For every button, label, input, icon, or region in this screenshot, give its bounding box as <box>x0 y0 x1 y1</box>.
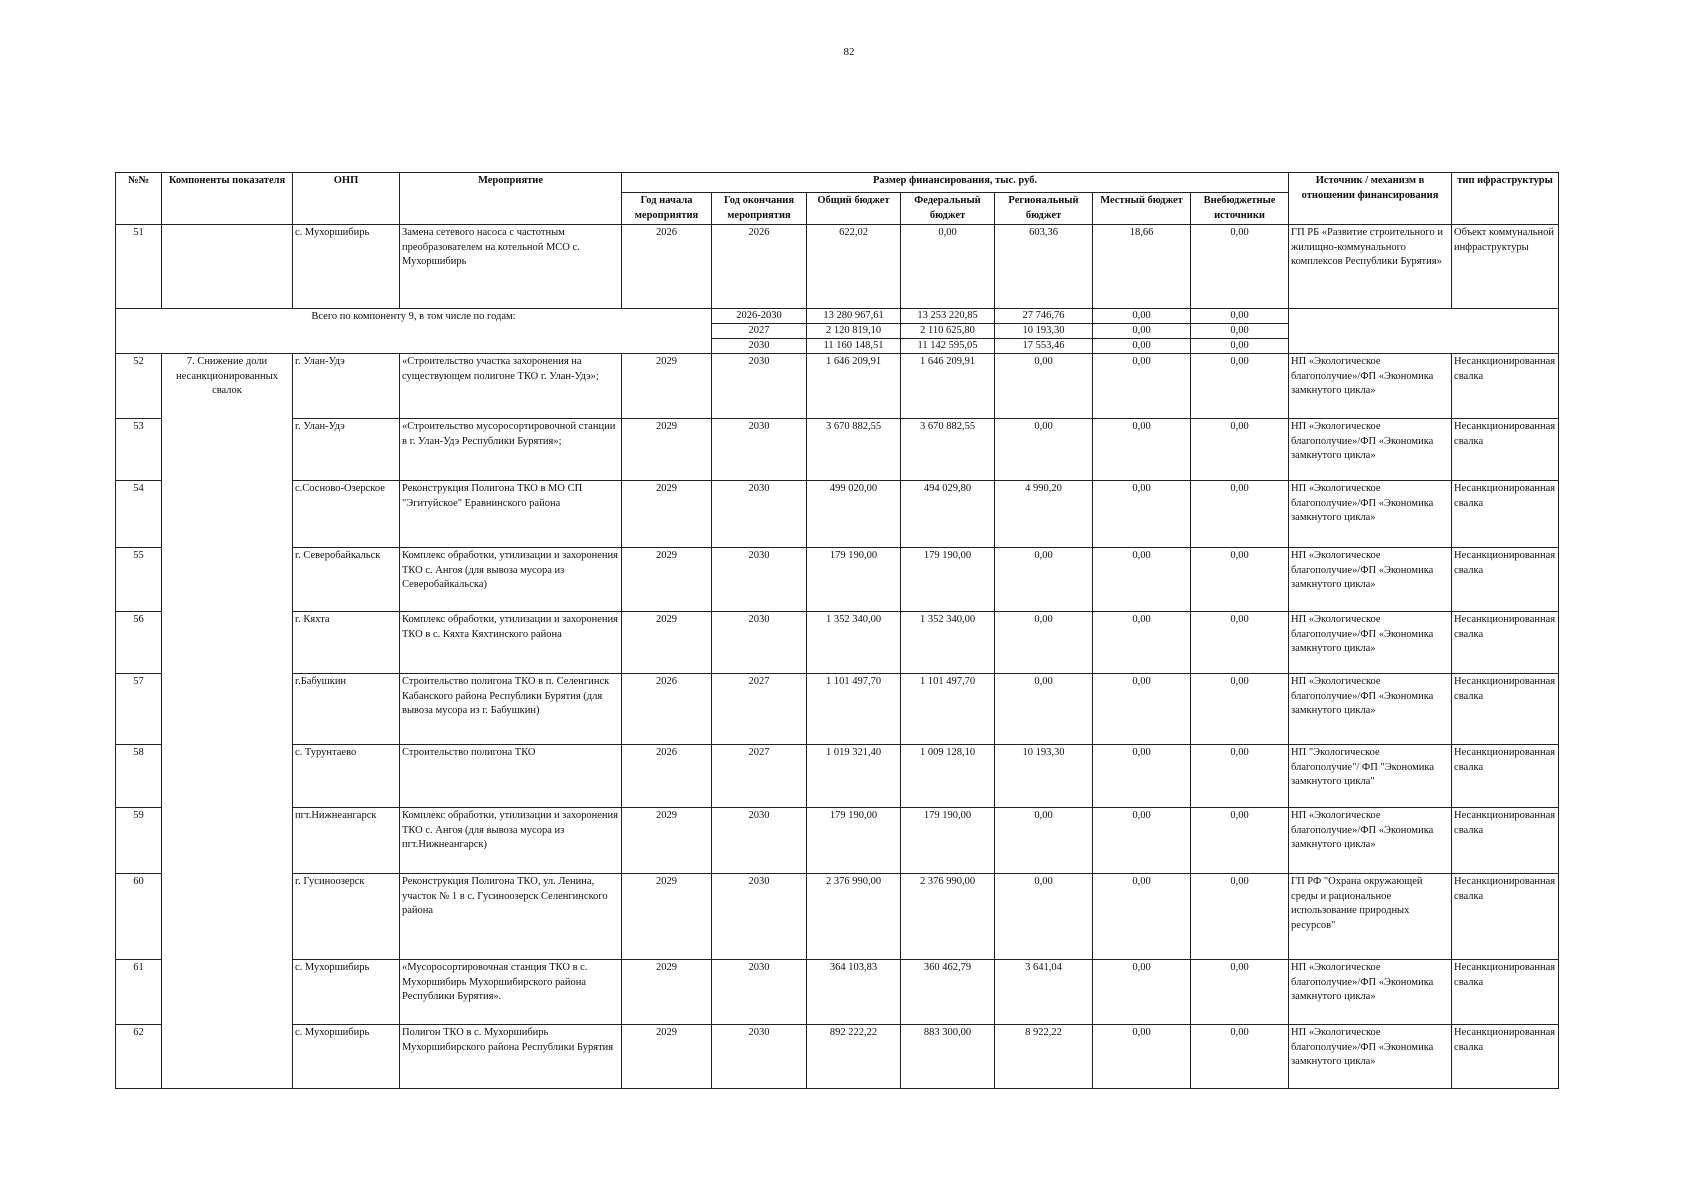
cell-infra: Несанкционированная свалка <box>1452 874 1559 960</box>
cell-local: 0,00 <box>1093 612 1191 674</box>
cell-regional: 10 193,30 <box>995 745 1093 808</box>
cell-local: 0,00 <box>1093 548 1191 612</box>
cell-regional: 3 641,04 <box>995 960 1093 1025</box>
cell-year-start: 2029 <box>622 1025 712 1089</box>
cell-source: НП «Экологическое благополучие»/ФП «Экономика замкнутого цикла» <box>1289 808 1452 874</box>
cell-regional: 0,00 <box>995 354 1093 419</box>
cell-num: 59 <box>116 808 162 874</box>
cell-source: НП «Экологическое благополучие»/ФП «Экономика замкнутого цикла» <box>1289 354 1452 419</box>
cell-num: 62 <box>116 1025 162 1089</box>
cell-extra: 0,00 <box>1191 419 1289 481</box>
summary-local: 0,00 <box>1093 339 1191 354</box>
summary-blank <box>1289 309 1559 354</box>
cell-total: 1 101 497,70 <box>807 674 901 745</box>
cell-total: 1 646 209,91 <box>807 354 901 419</box>
cell-onp: г.Бабушкин <box>293 674 400 745</box>
header-extra: Внебюджетные источники <box>1191 193 1289 225</box>
cell-year-start: 2029 <box>622 419 712 481</box>
cell-local: 0,00 <box>1093 1025 1191 1089</box>
header-federal: Федеральный бюджет <box>901 193 995 225</box>
cell-year-end: 2027 <box>712 745 807 808</box>
cell-federal: 0,00 <box>901 225 995 309</box>
cell-year-start: 2029 <box>622 481 712 548</box>
cell-onp: с. Турунтаево <box>293 745 400 808</box>
cell-source: НП «Экологическое благополучие»/ФП «Экономика замкнутого цикла» <box>1289 612 1452 674</box>
cell-event: Полигон ТКО в с. Мухоршибирь Мухоршибирского района Республики Бурятия <box>400 1025 622 1089</box>
cell-total: 2 376 990,00 <box>807 874 901 960</box>
cell-event: «Строительство участка захоронения на существующем полигоне ТКО г. Улан-Удэ»; <box>400 354 622 419</box>
cell-event: Строительство полигона ТКО <box>400 745 622 808</box>
cell-year-end: 2030 <box>712 419 807 481</box>
cell-local: 18,66 <box>1093 225 1191 309</box>
cell-extra: 0,00 <box>1191 612 1289 674</box>
table-row <box>116 419 1559 481</box>
cell-event: Реконструкция Полигона ТКО в МО СП "Эгитуйское" Еравнинского района <box>400 481 622 548</box>
header-num: №№ <box>116 173 162 225</box>
header-year-start: Год начала мероприятия <box>622 193 712 225</box>
cell-federal: 1 101 497,70 <box>901 674 995 745</box>
page-number: 82 <box>843 46 855 58</box>
cell-year-end: 2027 <box>712 674 807 745</box>
cell-onp: г. Улан-Удэ <box>293 354 400 419</box>
cell-event: «Строительство мусоросортировочной станции в г. Улан-Удэ Республики Бурятия»; <box>400 419 622 481</box>
summary-federal: 11 142 595,05 <box>901 339 995 354</box>
header-event: Мероприятие <box>400 173 622 225</box>
cell-year-end: 2030 <box>712 481 807 548</box>
cell-source: НП «Экологическое благополучие»/ФП «Экономика замкнутого цикла» <box>1289 960 1452 1025</box>
summary-extra: 0,00 <box>1191 339 1289 354</box>
cell-year-start: 2026 <box>622 745 712 808</box>
cell-total: 1 019 321,40 <box>807 745 901 808</box>
cell-year-start: 2029 <box>622 612 712 674</box>
table-row <box>116 225 1559 309</box>
header-local: Местный бюджет <box>1093 193 1191 225</box>
cell-onp: г. Гусиноозерск <box>293 874 400 960</box>
cell-regional: 0,00 <box>995 548 1093 612</box>
cell-federal: 179 190,00 <box>901 548 995 612</box>
summary-year: 2026-2030 <box>712 309 807 324</box>
cell-event: Замена сетевого насоса с частотным преобразователем на котельной МСО с. Мухоршибирь <box>400 225 622 309</box>
cell-num: 58 <box>116 745 162 808</box>
cell-event: «Мусоросортировочная станция ТКО в с. Мухоршибирь Мухоршибирского района Республики Бурятия». <box>400 960 622 1025</box>
cell-regional: 0,00 <box>995 874 1093 960</box>
table-row <box>116 808 1559 874</box>
cell-federal: 1 646 209,91 <box>901 354 995 419</box>
cell-regional: 603,36 <box>995 225 1093 309</box>
cell-infra: Несанкционированная свалка <box>1452 1025 1559 1089</box>
cell-total: 364 103,83 <box>807 960 901 1025</box>
summary-local: 0,00 <box>1093 324 1191 339</box>
cell-source: НП «Экологическое благополучие»/ФП «Экономика замкнутого цикла» <box>1289 481 1452 548</box>
cell-total: 3 670 882,55 <box>807 419 901 481</box>
cell-local: 0,00 <box>1093 481 1191 548</box>
header-total: Общий бюджет <box>807 193 901 225</box>
summary-federal: 13 253 220,85 <box>901 309 995 324</box>
summary-federal: 2 110 625,80 <box>901 324 995 339</box>
table-row <box>116 548 1559 612</box>
cell-year-end: 2030 <box>712 808 807 874</box>
cell-year-start: 2026 <box>622 225 712 309</box>
cell-regional: 0,00 <box>995 674 1093 745</box>
cell-event: Комплекс обработки, утилизации и захоронения ТКО с. Ангоя (для вывоза мусора из пгт.Нижнеангарск) <box>400 808 622 874</box>
summary-local: 0,00 <box>1093 309 1191 324</box>
cell-source: НП "Экологическое благополучие"/ ФП "Экономика замкнутого цикла" <box>1289 745 1452 808</box>
cell-regional: 0,00 <box>995 612 1093 674</box>
header-source: Источник / механизм в отношении финансирования <box>1289 173 1452 225</box>
cell-extra: 0,00 <box>1191 481 1289 548</box>
cell-infra: Несанкционированная свалка <box>1452 419 1559 481</box>
cell-num: 53 <box>116 419 162 481</box>
cell-onp: г. Северобайкальск <box>293 548 400 612</box>
cell-federal: 494 029,80 <box>901 481 995 548</box>
cell-local: 0,00 <box>1093 419 1191 481</box>
cell-infra: Несанкционированная свалка <box>1452 674 1559 745</box>
summary-year: 2027 <box>712 324 807 339</box>
cell-source: НП «Экологическое благополучие»/ФП «Экономика замкнутого цикла» <box>1289 1025 1452 1089</box>
summary-total: 2 120 819,10 <box>807 324 901 339</box>
cell-year-end: 2030 <box>712 612 807 674</box>
cell-num: 60 <box>116 874 162 960</box>
header-regional: Региональный бюджет <box>995 193 1093 225</box>
cell-total: 179 190,00 <box>807 548 901 612</box>
summary-total: 13 280 967,61 <box>807 309 901 324</box>
header-infra: тип ифраструктуры <box>1452 173 1559 225</box>
table-row <box>116 481 1559 548</box>
cell-local: 0,00 <box>1093 874 1191 960</box>
cell-local: 0,00 <box>1093 960 1191 1025</box>
cell-extra: 0,00 <box>1191 745 1289 808</box>
cell-onp: г. Кяхта <box>293 612 400 674</box>
cell-extra: 0,00 <box>1191 1025 1289 1089</box>
cell-num: 56 <box>116 612 162 674</box>
cell-year-start: 2029 <box>622 874 712 960</box>
cell-onp: пгт.Нижнеангарск <box>293 808 400 874</box>
cell-federal: 179 190,00 <box>901 808 995 874</box>
cell-infra: Несанкционированная свалка <box>1452 960 1559 1025</box>
cell-event: Реконструкция Полигона ТКО, ул. Ленина, участок № 1 в с. Гусиноозерск Селенгинского района <box>400 874 622 960</box>
cell-onp: с. Мухоршибирь <box>293 960 400 1025</box>
cell-infra: Несанкционированная свалка <box>1452 745 1559 808</box>
cell-onp: с. Мухоршибирь <box>293 225 400 309</box>
cell-regional: 8 922,22 <box>995 1025 1093 1089</box>
cell-num: 55 <box>116 548 162 612</box>
summary-total: 11 160 148,51 <box>807 339 901 354</box>
cell-federal: 883 300,00 <box>901 1025 995 1089</box>
cell-num: 52 <box>116 354 162 419</box>
summary-label: Всего по компоненту 9, в том числе по годам: <box>116 309 712 354</box>
cell-event: Строительство полигона ТКО в п. Селенгинск Кабанского района Республики Бурятия (для вывоза мусора из г. Бабушкин) <box>400 674 622 745</box>
table-row <box>116 960 1559 1025</box>
cell-source: ГП РФ "Охрана окружающей среды и рациональное использование природных ресурсов" <box>1289 874 1452 960</box>
cell-local: 0,00 <box>1093 354 1191 419</box>
cell-regional: 4 990,20 <box>995 481 1093 548</box>
cell-source: НП «Экологическое благополучие»/ФП «Экономика замкнутого цикла» <box>1289 674 1452 745</box>
cell-source: НП «Экологическое благополучие»/ФП «Экономика замкнутого цикла» <box>1289 419 1452 481</box>
cell-year-end: 2030 <box>712 874 807 960</box>
cell-infra: Несанкционированная свалка <box>1452 481 1559 548</box>
cell-federal: 360 462,79 <box>901 960 995 1025</box>
cell-federal: 2 376 990,00 <box>901 874 995 960</box>
cell-extra: 0,00 <box>1191 874 1289 960</box>
header-year-end: Год окончания мероприятия <box>712 193 807 225</box>
cell-year-start: 2026 <box>622 674 712 745</box>
cell-infra: Несанкционированная свалка <box>1452 548 1559 612</box>
cell-federal: 1 352 340,00 <box>901 612 995 674</box>
cell-num: 57 <box>116 674 162 745</box>
cell-onp: с. Мухоршибирь <box>293 1025 400 1089</box>
cell-federal: 1 009 128,10 <box>901 745 995 808</box>
cell-year-start: 2029 <box>622 354 712 419</box>
cell-total: 499 020,00 <box>807 481 901 548</box>
cell-infra: Несанкционированная свалка <box>1452 612 1559 674</box>
table-row <box>116 1025 1559 1089</box>
table-row <box>116 874 1559 960</box>
cell-year-end: 2026 <box>712 225 807 309</box>
summary-row <box>116 309 1559 324</box>
summary-regional: 27 746,76 <box>995 309 1093 324</box>
cell-total: 892 222,22 <box>807 1025 901 1089</box>
header-financing: Размер финансирования, тыс. руб. <box>622 173 1289 193</box>
cell-extra: 0,00 <box>1191 548 1289 612</box>
cell-infra: Объект коммунальной инфраструктуры <box>1452 225 1559 309</box>
cell-year-start: 2029 <box>622 960 712 1025</box>
cell-extra: 0,00 <box>1191 808 1289 874</box>
cell-total: 1 352 340,00 <box>807 612 901 674</box>
cell-year-start: 2029 <box>622 808 712 874</box>
cell-extra: 0,00 <box>1191 674 1289 745</box>
cell-year-end: 2030 <box>712 548 807 612</box>
cell-extra: 0,00 <box>1191 225 1289 309</box>
cell-federal: 3 670 882,55 <box>901 419 995 481</box>
cell-component <box>162 225 293 309</box>
cell-onp: г. Улан-Удэ <box>293 419 400 481</box>
summary-extra: 0,00 <box>1191 309 1289 324</box>
cell-infra: Несанкционированная свалка <box>1452 808 1559 874</box>
cell-regional: 0,00 <box>995 808 1093 874</box>
cell-num: 54 <box>116 481 162 548</box>
cell-total: 179 190,00 <box>807 808 901 874</box>
cell-event: Комплекс обработки, утилизации и захоронения ТКО в с. Кяхта Кяхтинского района <box>400 612 622 674</box>
cell-year-end: 2030 <box>712 1025 807 1089</box>
summary-regional: 17 553,46 <box>995 339 1093 354</box>
cell-total: 622,02 <box>807 225 901 309</box>
table-row <box>116 612 1559 674</box>
cell-num: 61 <box>116 960 162 1025</box>
cell-component: 7. Снижение доли несанкционированных свалок <box>162 354 293 1089</box>
cell-regional: 0,00 <box>995 419 1093 481</box>
cell-source: НП «Экологическое благополучие»/ФП «Экономика замкнутого цикла» <box>1289 548 1452 612</box>
cell-onp: с.Сосново-Озерское <box>293 481 400 548</box>
cell-year-end: 2030 <box>712 960 807 1025</box>
summary-year: 2030 <box>712 339 807 354</box>
table-row <box>116 674 1559 745</box>
table-row <box>116 354 1559 419</box>
cell-year-end: 2030 <box>712 354 807 419</box>
summary-regional: 10 193,30 <box>995 324 1093 339</box>
summary-extra: 0,00 <box>1191 324 1289 339</box>
cell-extra: 0,00 <box>1191 960 1289 1025</box>
cell-local: 0,00 <box>1093 745 1191 808</box>
cell-local: 0,00 <box>1093 674 1191 745</box>
cell-source: ГП РБ «Развитие строительного и жилищно-коммунального комплексов Республики Бурятия» <box>1289 225 1452 309</box>
cell-num: 51 <box>116 225 162 309</box>
cell-infra: Несанкционированная свалка <box>1452 354 1559 419</box>
cell-event: Комплекс обработки, утилизации и захоронения ТКО с. Ангоя (для вывоза мусора из Северобайкальска) <box>400 548 622 612</box>
table-row <box>116 745 1559 808</box>
cell-extra: 0,00 <box>1191 354 1289 419</box>
cell-local: 0,00 <box>1093 808 1191 874</box>
header-onp: ОНП <box>293 173 400 225</box>
cell-year-start: 2029 <box>622 548 712 612</box>
header-component: Компоненты показателя <box>162 173 293 225</box>
financing-table <box>115 172 1559 1089</box>
